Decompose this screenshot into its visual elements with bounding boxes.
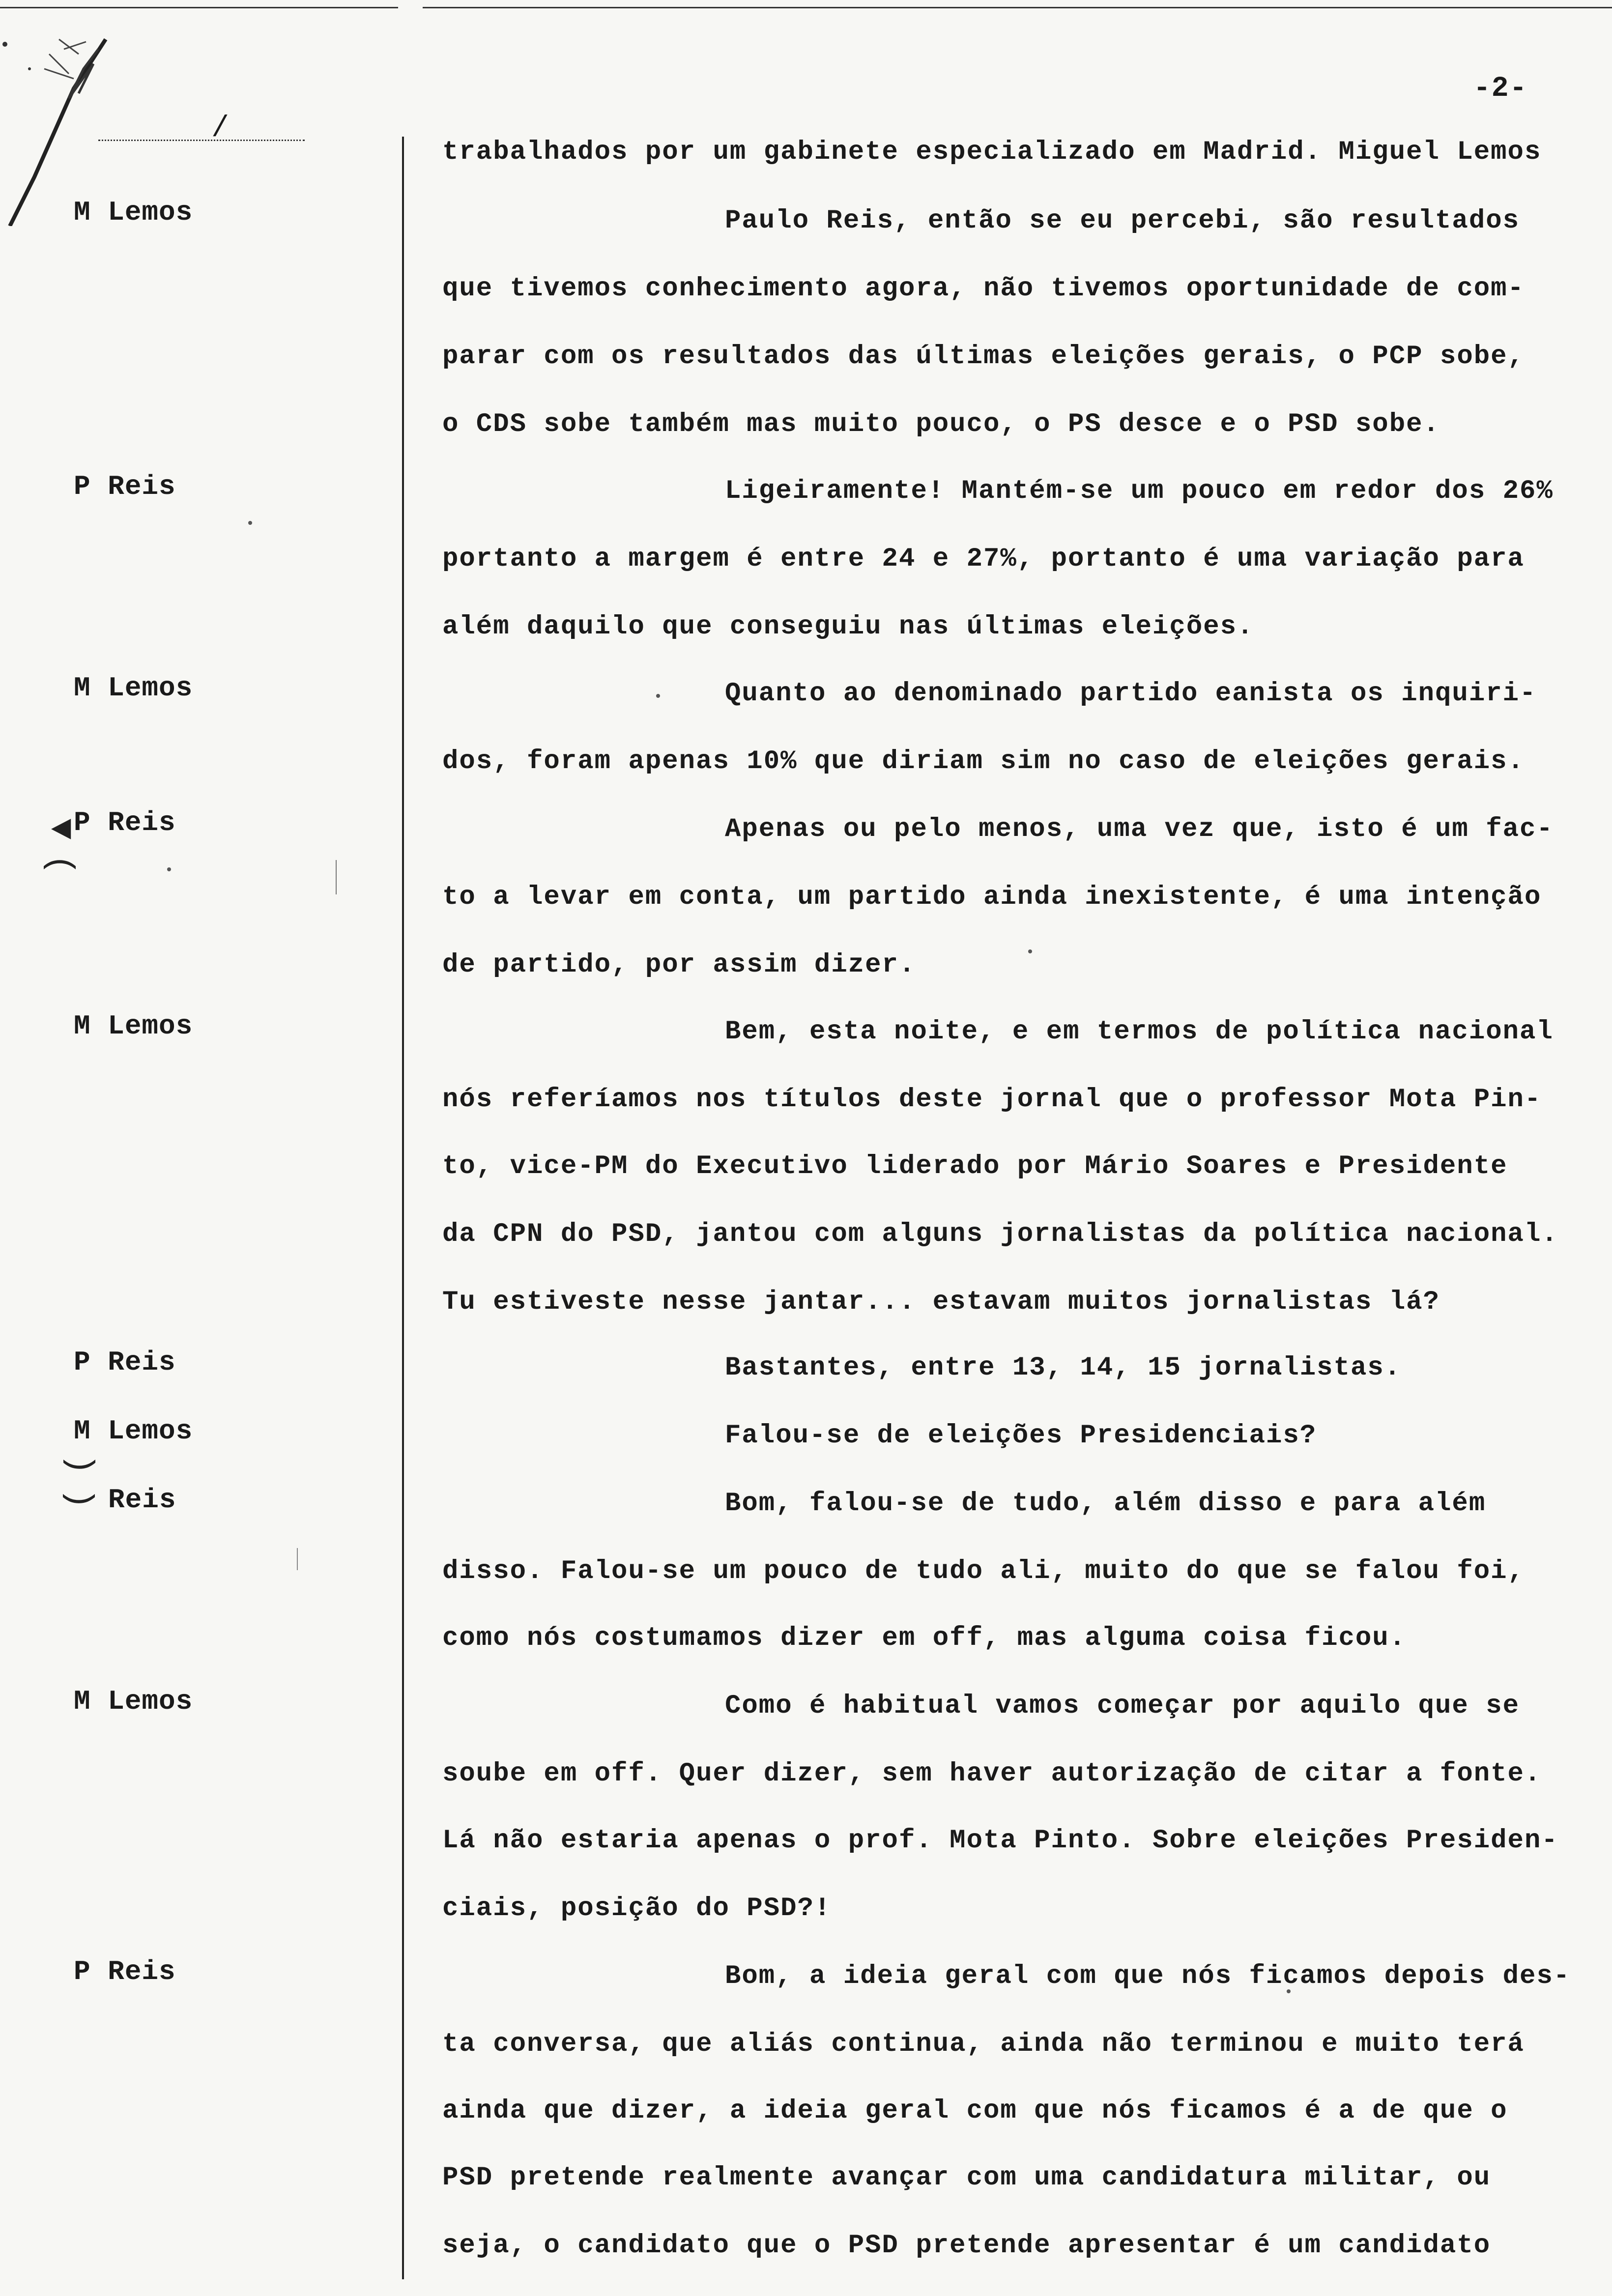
transcript-line: Bastantes, entre 13, 14, 15 jornalistas. [725, 1353, 1402, 1383]
transcript-line: portanto a margem é entre 24 e 27%, portanto é uma variação para [442, 544, 1525, 574]
margin-arrow-mark: ◄ [51, 811, 72, 850]
margin-scribble [0, 20, 118, 226]
speaker-label: P Reis [74, 1347, 176, 1378]
margin-dotted-line [98, 140, 305, 141]
speaker-label: M Lemos [74, 197, 193, 228]
transcript-line: trabalhados por um gabinete especializado em Madrid. Miguel Lemos [442, 137, 1542, 167]
stray-dot [167, 867, 171, 871]
top-rule-right [423, 7, 1612, 8]
speaker-label: M Lemos [74, 1010, 193, 1042]
transcript-line: to, vice-PM do Executivo liderado por Mário Soares e Presidente [442, 1151, 1508, 1181]
transcript-line: disso. Falou-se um pouco de tudo ali, muito do que se falou foi, [442, 1556, 1525, 1586]
margin-paren-mark: ( [40, 854, 79, 875]
speaker-label: M Lemos [74, 672, 193, 704]
margin-slash: / [211, 112, 230, 145]
transcript-line: Lá não estaria apenas o prof. Mota Pinto. Sobre eleições Presiden- [442, 1826, 1558, 1856]
transcript-line: ta conversa, que aliás continua, ainda não terminou e muito terá [442, 2029, 1525, 2059]
transcript-line: Ligeiramente! Mantém-se um pouco em redor dos 26% [725, 476, 1554, 506]
transcript-line: to a levar em conta, um partido ainda inexistente, é uma intenção [442, 882, 1542, 912]
speaker-label: P Reis [74, 1956, 176, 1987]
transcript-line: da CPN do PSD, jantou com alguns jornalistas da política nacional. [442, 1219, 1558, 1249]
speaker-label: M Lemos [74, 1415, 193, 1447]
speaker-label: M Lemos [74, 1686, 193, 1717]
transcript-line: Bom, a ideia geral com que nós ficamos depois des- [725, 1961, 1571, 1991]
margin-paren-mark: ( [59, 1488, 99, 1509]
transcript-line: Bem, esta noite, e em termos de política nacional [725, 1017, 1554, 1047]
top-rule-left [0, 7, 398, 8]
transcript-line: Falou-se de eleições Presidenciais? [725, 1421, 1317, 1451]
margin-tick [336, 860, 337, 894]
speaker-label: P Reis [74, 471, 176, 502]
transcript-line: Como é habitual vamos começar por aquilo que se [725, 1691, 1520, 1721]
transcript-line: seja, o candidato que o PSD pretende apresentar é um candidato [442, 2231, 1491, 2261]
transcript-line: parar com os resultados das últimas eleições gerais, o PCP sobe, [442, 342, 1525, 372]
transcript-line: Apenas ou pelo menos, uma vez que, isto é um fac- [725, 814, 1554, 844]
transcript-line: o CDS sobe também mas muito pouco, o PS desce e o PSD sobe. [442, 409, 1440, 439]
transcript-line: como nós costumamos dizer em off, mas alguma coisa ficou. [442, 1623, 1407, 1653]
transcript-line: Bom, falou-se de tudo, além disso e para além [725, 1489, 1486, 1519]
speaker-label: P Reis [74, 807, 176, 838]
transcript-line: além daquilo que conseguiu nas últimas eleições. [442, 612, 1254, 642]
transcript-line: nós referíamos nos títulos deste jornal que o professor Mota Pin- [442, 1085, 1542, 1115]
margin-rule [402, 137, 404, 2279]
transcript-line: de partido, por assim dizer. [442, 950, 916, 980]
transcript-line: ciais, posição do PSD?! [442, 1894, 832, 1923]
transcript-line: ainda que dizer, a ideia geral com que nós ficamos é a de que o [442, 2096, 1508, 2126]
transcript-line: Quanto ao denominado partido eanista os inquiri- [725, 679, 1537, 709]
transcript-line: Tu estiveste nesse jantar... estavam muitos jornalistas lá? [442, 1287, 1440, 1317]
margin-tick-2 [297, 1548, 298, 1570]
stray-dot [248, 521, 252, 525]
margin-paren-mark: ) [59, 1454, 99, 1475]
speaker-label: Reis [108, 1484, 176, 1516]
transcript-line: que tivemos conhecimento agora, não tivemos oportunidade de com- [442, 274, 1525, 304]
transcript-line: dos, foram apenas 10% que diriam sim no caso de eleições gerais. [442, 746, 1525, 776]
stray-dot [656, 694, 660, 698]
page-number: -2- [1473, 73, 1528, 105]
transcript-line: PSD pretende realmente avançar com uma candidatura militar, ou [442, 2163, 1491, 2193]
transcript-line: soube em off. Quer dizer, sem haver autorização de citar a fonte. [442, 1759, 1542, 1789]
transcript-line: Paulo Reis, então se eu percebi, são resultados [725, 206, 1520, 236]
